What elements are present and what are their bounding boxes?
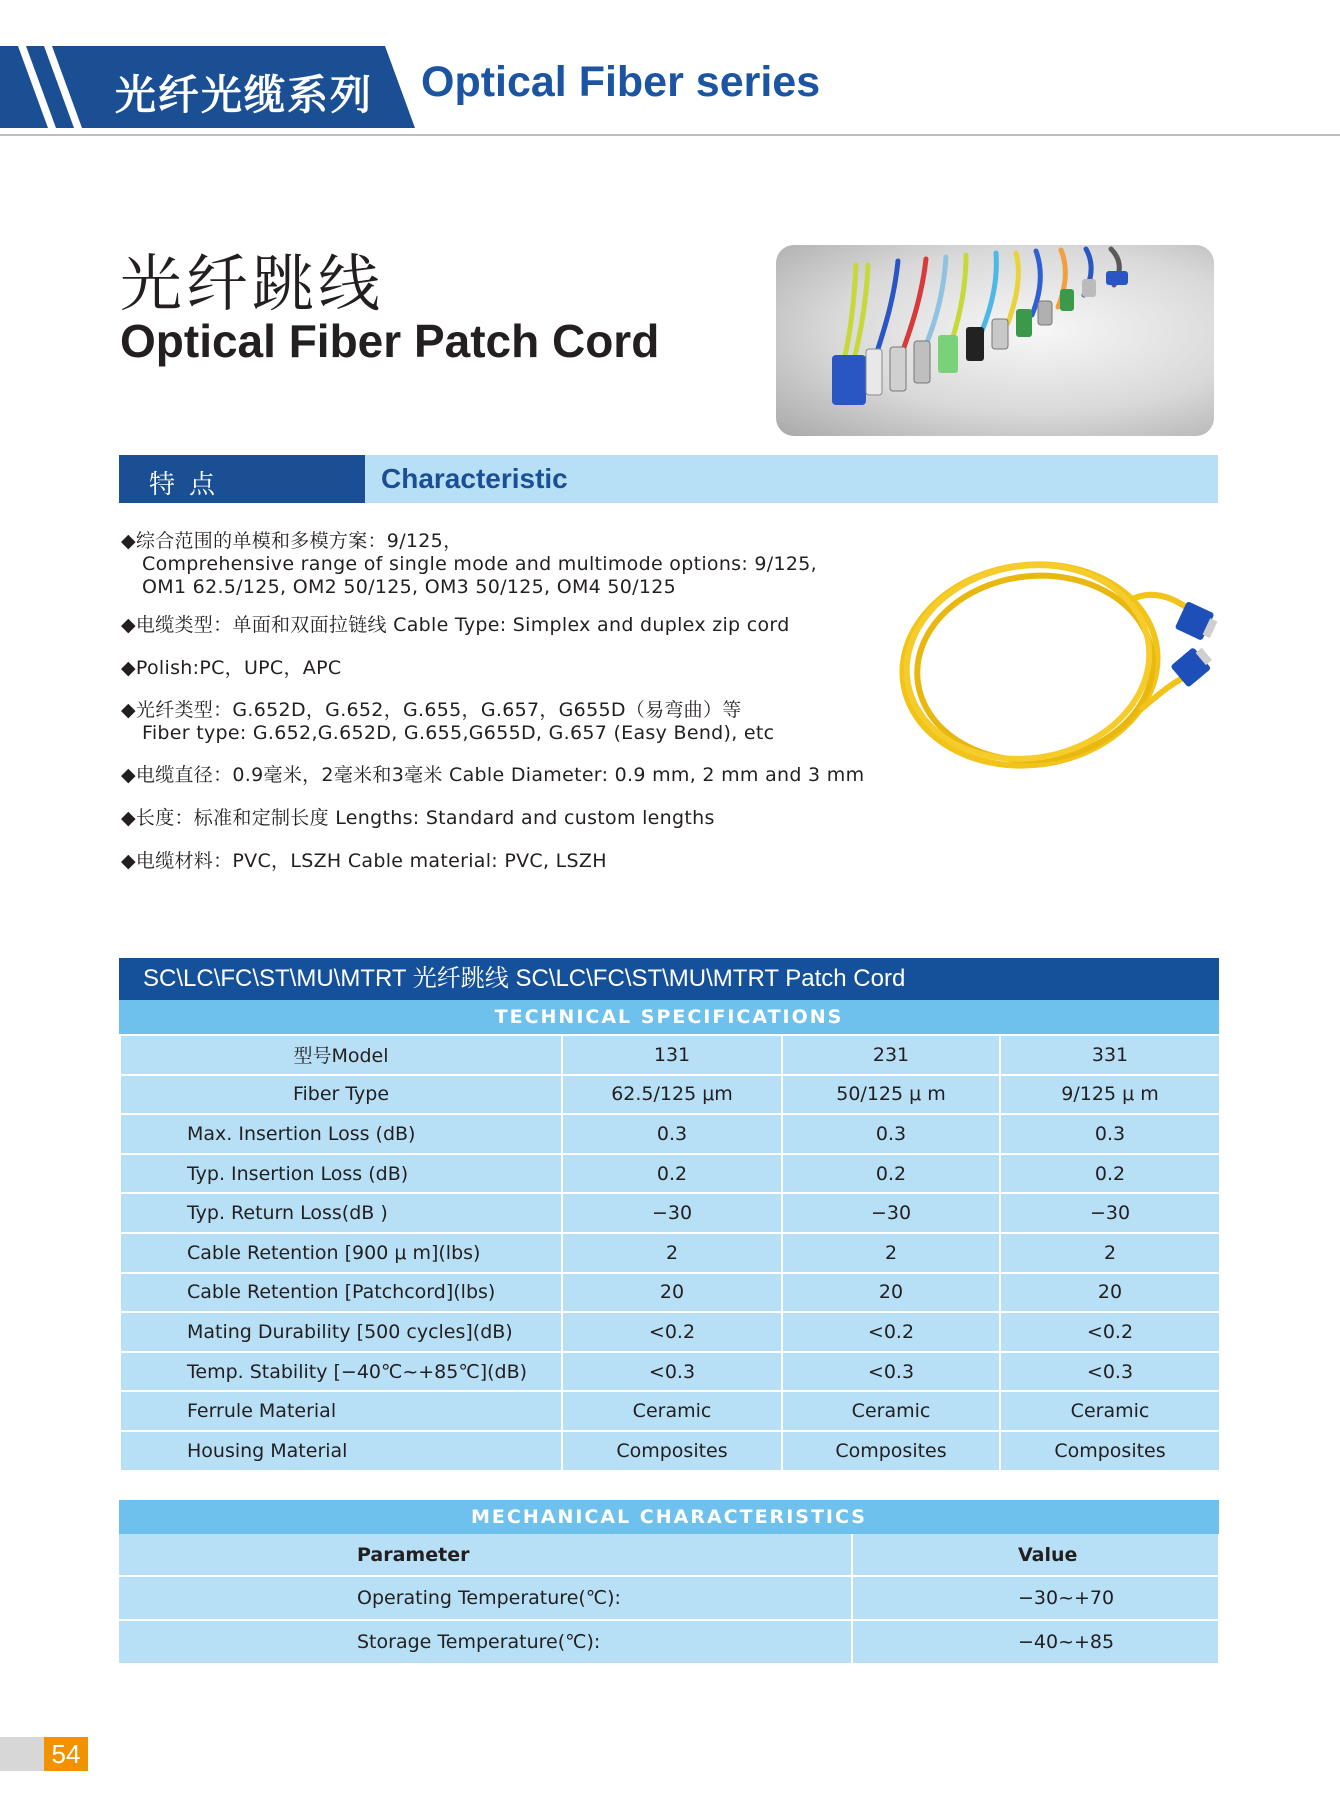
parameter-cell: Operating Temperature(℃):: [119, 1576, 852, 1620]
characteristic-cn-box: [119, 455, 365, 503]
cell: 131: [562, 1035, 782, 1075]
cell: 9/125 μ m: [1000, 1075, 1220, 1115]
cell: −30: [782, 1193, 1000, 1233]
value-cell: −40~+85: [852, 1620, 1219, 1664]
cell: <0.2: [782, 1312, 1000, 1352]
row-label: Temp. Stability [−40℃~+85℃](dB): [120, 1352, 562, 1392]
cell: <0.2: [562, 1312, 782, 1352]
cell: <0.3: [562, 1352, 782, 1392]
cell: <0.2: [1000, 1312, 1220, 1352]
cell: Composites: [782, 1431, 1000, 1471]
page-title-en: Optical Fiber Patch Cord: [120, 315, 660, 367]
row-label: Max. Insertion Loss (dB): [120, 1114, 562, 1154]
table-row: [120, 1075, 1220, 1115]
list-item: ◆光纤类型：G.652D，G.652，G.655，G.657，G655D（易弯曲）等 Fiber type: G.652,G.652D, G.655,G655D, G.657 (Easy Bend), etc: [121, 699, 775, 744]
header-divider: [0, 134, 1340, 136]
technical-specifications-table: [119, 958, 1219, 1472]
table-row: [119, 1576, 1219, 1620]
list-item: ◆电缆材料：PVC，LSZH Cable material: PVC, LSZH: [121, 850, 607, 872]
cell: Ceramic: [782, 1391, 1000, 1431]
characteristic-title-en: Characteristic: [381, 463, 568, 494]
cell: 2: [1000, 1233, 1220, 1273]
row-label: Typ. Insertion Loss (dB): [120, 1154, 562, 1194]
cell: 231: [782, 1035, 1000, 1075]
page-number: 54: [44, 1737, 88, 1771]
cell: 2: [782, 1233, 1000, 1273]
row-label: 型号Model: [120, 1035, 562, 1075]
cell: −30: [1000, 1193, 1220, 1233]
coiled-patch-cord-photo: [890, 540, 1220, 795]
value-cell: −30~+70: [852, 1576, 1219, 1620]
cell: 0.3: [782, 1114, 1000, 1154]
series-title-en: Optical Fiber series: [421, 58, 821, 106]
list-item: ◆Polish:PC，UPC，APC: [121, 657, 342, 679]
cell: Composites: [562, 1431, 782, 1471]
table-row: [120, 1154, 1220, 1194]
table-row: [120, 1312, 1220, 1352]
characteristic-section-bar: [119, 455, 1218, 503]
table-row: [120, 1273, 1220, 1313]
cell: 0.2: [562, 1154, 782, 1194]
table-row: [120, 1114, 1220, 1154]
table-row: [120, 1035, 1220, 1075]
cell: Ceramic: [562, 1391, 782, 1431]
cell: 0.2: [1000, 1154, 1220, 1194]
list-item: ◆电缆类型：单面和双面拉链线 Cable Type: Simplex and duplex zip cord: [121, 614, 790, 636]
spec-table-subtitle: TECHNICAL SPECIFICATIONS: [119, 1000, 1219, 1034]
cell: 0.3: [562, 1114, 782, 1154]
cell: 20: [1000, 1273, 1220, 1313]
cell: 50/125 μ m: [782, 1075, 1000, 1115]
spec-table-title: SC\LC\FC\ST\MU\MTRT 光纤跳线 SC\LC\FC\ST\MU\MTRT Patch Cord: [119, 958, 1219, 1000]
cell: 0.2: [782, 1154, 1000, 1194]
value-header: Value: [852, 1534, 1219, 1576]
row-label: Fiber Type: [120, 1075, 562, 1115]
cell: −30: [562, 1193, 782, 1233]
cell: Ceramic: [1000, 1391, 1220, 1431]
patch-cord-connectors-photo: [776, 245, 1214, 436]
page-number-bar: [0, 1737, 44, 1771]
cell: <0.3: [1000, 1352, 1220, 1392]
cell: 20: [562, 1273, 782, 1313]
table-header-row: [119, 1534, 1219, 1576]
characteristic-title-cn: 特点: [149, 470, 230, 500]
cell: Composites: [1000, 1431, 1220, 1471]
cell: 331: [1000, 1035, 1220, 1075]
mech-table-subtitle: MECHANICAL CHARACTERISTICS: [119, 1500, 1219, 1534]
table-row: [119, 1620, 1219, 1664]
list-item: ◆长度：标准和定制长度 Lengths: Standard and custom lengths: [121, 807, 715, 829]
table-row: [120, 1193, 1220, 1233]
list-item: ◆电缆直径：0.9毫米，2毫米和3毫米 Cable Diameter: 0.9 mm, 2 mm and 3 mm: [121, 764, 865, 786]
table-row: [120, 1391, 1220, 1431]
mechanical-characteristics-table: [119, 1500, 1219, 1665]
list-item: ◆综合范围的单模和多模方案：9/125， Comprehensive range of single mode and multimode options: 9/125, OM1 62.5/125, OM2 50/125, OM3 50/125, OM4 50/125: [121, 530, 817, 598]
cell: 2: [562, 1233, 782, 1273]
series-title-cn: 光纤光缆系列: [115, 71, 373, 119]
row-label: Housing Material: [120, 1431, 562, 1471]
parameter-cell: Storage Temperature(℃):: [119, 1620, 852, 1664]
cell: 20: [782, 1273, 1000, 1313]
table-row: [120, 1233, 1220, 1273]
row-label: Cable Retention [900 μ m](lbs): [120, 1233, 562, 1273]
parameter-header: Parameter: [119, 1534, 852, 1576]
table-row: [120, 1431, 1220, 1471]
cell: 0.3: [1000, 1114, 1220, 1154]
row-label: Mating Durability [500 cycles](dB): [120, 1312, 562, 1352]
cell: 62.5/125 μm: [562, 1075, 782, 1115]
row-label: Cable Retention [Patchcord](lbs): [120, 1273, 562, 1313]
cell: <0.3: [782, 1352, 1000, 1392]
row-label: Ferrule Material: [120, 1391, 562, 1431]
table-row: [120, 1352, 1220, 1392]
page-title-cn: 光纤跳线: [120, 247, 385, 320]
row-label: Typ. Return Loss(dB ): [120, 1193, 562, 1233]
